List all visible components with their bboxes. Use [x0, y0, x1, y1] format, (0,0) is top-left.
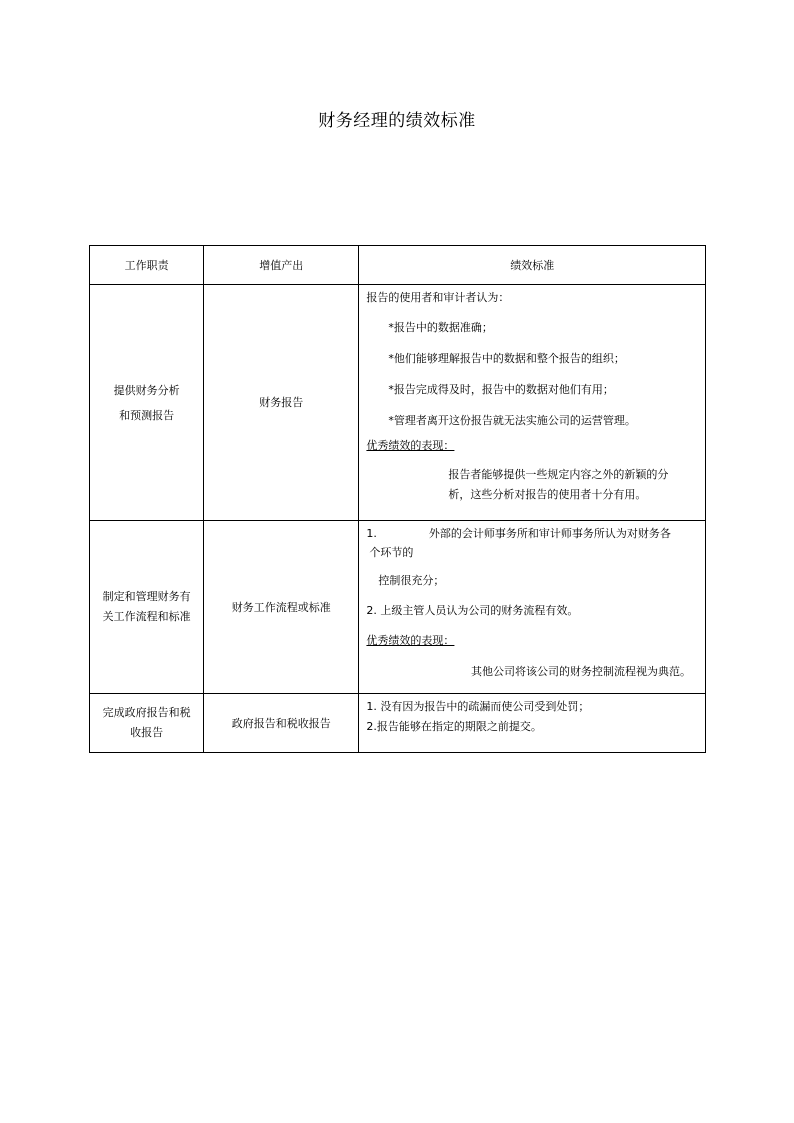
criteria-item: 2. 上级主管人员认为公司的财务流程有效。 [366, 604, 579, 617]
criteria-item: 外部的会计师事务所和审计师事务所认为对财务各 [428, 527, 671, 540]
output-cell: 财务工作流程或标准 [204, 521, 359, 694]
duty-line: 关工作流程和标准 [102, 610, 191, 623]
duty-line: 制定和管理财务有 [102, 590, 191, 603]
criteria-cell [359, 694, 706, 753]
criteria-item: 1. 没有因为报告中的疏漏而使公司受到处罚； [366, 700, 590, 713]
criteria-item: 2.报告能够在指定的期限之前提交。 [366, 720, 542, 733]
criteria-point: *报告中的数据准确； [388, 321, 493, 334]
excellent-text: 其他公司将该公司的财务控制流程视为典范。 [471, 665, 691, 678]
criteria-point: *报告完成得及时，报告中的数据对他们有用； [388, 383, 614, 396]
excellent-label: 优秀绩效的表现： [366, 634, 455, 647]
criteria-item-cont: 控制很充分； [378, 574, 445, 587]
header-standard: 绩效标准 [359, 246, 706, 285]
criteria-cell [359, 521, 706, 694]
page-title: 财务经理的绩效标准 [318, 111, 476, 131]
excellent-text: 报告者能够提供一些规定内容之外的新颖的分 [448, 468, 669, 481]
excellent-label: 优秀绩效的表现： [366, 439, 455, 452]
criteria-point: *他们能够理解报告中的数据和整个报告的组织； [388, 352, 625, 365]
header-output: 增值产出 [204, 246, 359, 285]
header-duty: 工作职责 [90, 246, 204, 285]
performance-standards-table [89, 245, 706, 753]
duty-line: 完成政府报告和税 [102, 706, 191, 719]
table-header-row [90, 246, 706, 285]
table-row [90, 521, 706, 694]
duty-cell [90, 285, 204, 521]
duty-cell [90, 694, 204, 753]
excellent-text: 析，这些分析对报告的使用者十分有用。 [448, 488, 647, 501]
table-row [90, 285, 706, 521]
table-row [90, 694, 706, 753]
duty-line: 和预测报告 [119, 408, 175, 422]
output-cell: 财务报告 [204, 285, 359, 521]
criteria-point: *管理者离开这份报告就无法实施公司的运营管理。 [388, 414, 636, 427]
duty-line: 提供财务分析 [113, 383, 180, 397]
output-cell: 政府报告和税收报告 [204, 694, 359, 753]
criteria-intro: 报告的使用者和审计者认为： [366, 291, 510, 304]
item-number: 1. [366, 527, 377, 540]
duty-line: 收报告 [130, 726, 164, 739]
criteria-item-cont: 个环节的 [369, 546, 414, 559]
duty-cell [90, 521, 204, 694]
criteria-cell [359, 285, 706, 521]
